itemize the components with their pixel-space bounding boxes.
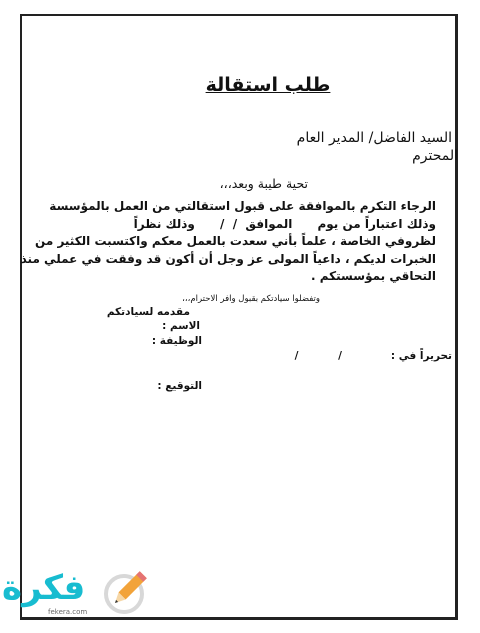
page-border: [20, 14, 458, 620]
addressee: السيد الفاضل/ المدير العام: [296, 130, 452, 146]
body-line: وذلك اعتباراً من يوم الموافق / / وذلك نظراً: [133, 216, 436, 231]
pencil-icon: [102, 566, 152, 616]
greeting: تحية طيبة وبعد،،،: [219, 176, 308, 191]
body-line: التحاقي بمؤسستكم .: [311, 269, 436, 283]
dated-label: تحريراً في :: [390, 350, 452, 362]
name-label: الاسم :: [162, 320, 200, 332]
letter-body: [20, 198, 436, 286]
presenter-line: مقدمه لسيادتكم: [106, 306, 190, 318]
body-line: الرجاء التكرم بالموافقة على قبول استقالتي من العمل بالمؤسسة: [49, 199, 436, 213]
closing-line: وتفضلوا سيادتكم بقبول وافر الاحترام،،،: [182, 294, 320, 304]
job-label: الوظيفة :: [151, 335, 202, 347]
date-slashes: / /: [294, 350, 360, 362]
honorific: المحترم: [412, 148, 458, 164]
body-line: الخبرات لديكم ، داعياً المولى عز وجل أن أكون قد وفقت في عملي منذ: [20, 251, 436, 266]
document-title: طلب استقالة: [205, 74, 331, 96]
logo-word: فكرة: [2, 568, 86, 608]
body-line: لظروفي الخاصة ، علماً بأني سعدت بالعمل معكم واكتسبت الكثير من: [35, 234, 436, 248]
site-logo: [2, 566, 152, 626]
logo-site: fekera.com: [48, 608, 88, 616]
signature-label: التوقيع :: [157, 380, 202, 392]
